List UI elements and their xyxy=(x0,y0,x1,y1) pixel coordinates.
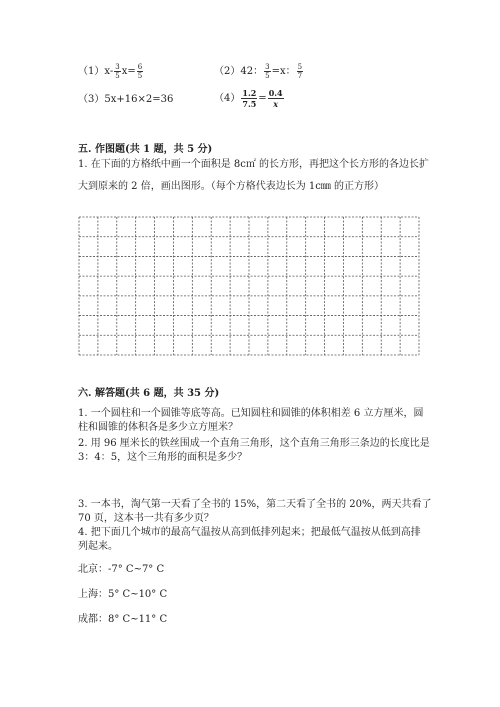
equation-4: （4） $\frac{1.2}{7.5}$ = $\frac{0.4}{x}$ xyxy=(214,88,283,109)
section-6-question-3-line-1: 3. 一本书，淘气第一天看了全书的 15%，第二天看了全书的 20%，两天共看了 xyxy=(78,499,432,510)
section-6-question-2-line-2: 3：4：5，这个三角形的面积是多少？ xyxy=(78,452,248,463)
section-6-question-3-line-2: 70 页，这本书一共有多少页？ xyxy=(78,513,214,524)
equation-2: （2）42： $\frac{3}{5}$ =x： $\frac{5}{7}$ xyxy=(214,63,303,80)
section-6-question-4-line-2: 列起来。 xyxy=(78,541,118,552)
fraction: $\frac{5}{7}$ xyxy=(297,63,303,80)
section-6-question-1-line-2: 柱和圆锥的体积各是多少立方厘米？ xyxy=(78,422,238,433)
city-beijing: 北京：-7° C~7° C xyxy=(78,564,165,575)
city-shanghai: 上海：5° C~10° C xyxy=(78,589,168,600)
section-6-question-4-line-1: 4. 把下面几个城市的最高气温按从高到低排列起来；把最低气温按从低到高排 xyxy=(78,527,421,538)
equation-1: （1）x- $\frac{3}{5}$ x= $\frac{6}{5}$ xyxy=(78,63,143,80)
fraction: $\frac{0.4}{x}$ xyxy=(268,88,283,109)
section-5-heading: 五. 作图题(共 1 题，共 5 分) xyxy=(78,144,213,155)
fraction: $\frac{3}{5}$ xyxy=(115,63,120,80)
square-grid xyxy=(78,216,420,356)
section-6-question-1-line-1: 1. 一个圆柱和一个圆锥等底等高。已知圆柱和圆锥的体积相差 6 立方厘米，圆 xyxy=(78,408,424,419)
fraction: $\frac{6}{5}$ xyxy=(137,63,143,80)
fraction: $\frac{3}{5}$ xyxy=(265,63,270,80)
fraction: $\frac{1.2}{7.5}$ xyxy=(242,88,257,109)
equation-3: （3）5x+16×2=36 xyxy=(78,94,174,105)
section-6-question-2-line-1: 2. 用 96 厘米长的铁丝围成一个直角三角形，这个直角三角形三条边的长度比是 xyxy=(78,438,430,449)
section-5-question-1-line-2: 大到原来的 2 倍，画出图形。（每个方格代表边长为 1c㎜ 的正方形） xyxy=(78,181,385,192)
section-5-question-1-line-1: 1. 在下面的方格纸中画一个面积是 8c㎡ 的长方形，再把这个长方形的各边长扩 xyxy=(78,159,430,170)
section-6-heading: 六. 解答题(共 6 题，共 35 分) xyxy=(78,388,220,399)
city-chengdu: 成都：8° C~11° C xyxy=(78,614,168,625)
